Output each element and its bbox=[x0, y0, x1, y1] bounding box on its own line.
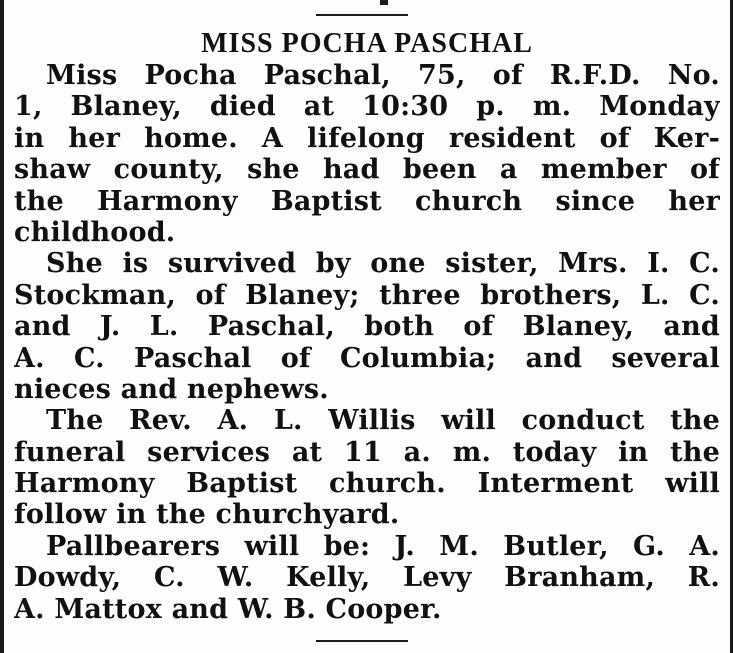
paragraph-death-notice bbox=[14, 60, 720, 248]
text-line: childhood. bbox=[14, 216, 176, 248]
text-line: 1, Blaney, died at 10:30 p. m. Monday bbox=[14, 91, 720, 123]
obituary-article bbox=[14, 28, 720, 625]
text-line: A. C. Paschal of Columbia; and several bbox=[14, 342, 720, 374]
paragraph-funeral-services bbox=[14, 405, 720, 531]
text-line: shaw county, she had been a member of bbox=[14, 154, 720, 186]
paragraph-pallbearers bbox=[14, 531, 720, 625]
text-line: Dowdy, C. W. Kelly, Levy Branham, R. bbox=[14, 562, 720, 594]
text-line: She is survived by one sister, Mrs. I. C. bbox=[46, 248, 720, 280]
text-line: the Harmony Baptist church since her bbox=[14, 185, 720, 217]
text-line: funeral services at 11 a. m. today in the bbox=[14, 436, 720, 468]
top-separator-rule bbox=[316, 14, 408, 16]
headline: MISS POCHA PASCHAL bbox=[201, 28, 533, 59]
text-line: Miss Pocha Paschal, 75, of R.F.D. No. bbox=[46, 60, 720, 91]
top-rule-tick bbox=[380, 0, 388, 5]
text-line: and J. L. Paschal, both of Blaney, and bbox=[14, 311, 720, 343]
text-line: Stockman, of Blaney; three brothers, L. C. bbox=[14, 279, 720, 311]
text-line: Pallbearers will be: J. M. Butler, G. A. bbox=[46, 530, 720, 562]
text-line: Harmony Baptist church. Interment will bbox=[14, 468, 720, 500]
bottom-separator-rule bbox=[316, 640, 408, 642]
paragraph-survivors bbox=[14, 248, 720, 405]
text-line: The Rev. A. L. Willis will conduct the bbox=[46, 405, 720, 437]
text-line: follow in the churchyard. bbox=[14, 499, 400, 531]
text-line: nieces and nephews. bbox=[14, 373, 329, 405]
text-line: A. Mattox and W. B. Cooper. bbox=[14, 593, 442, 625]
text-line: in her home. A lifelong resident of Ker- bbox=[14, 122, 720, 154]
column-border-left bbox=[0, 0, 4, 653]
